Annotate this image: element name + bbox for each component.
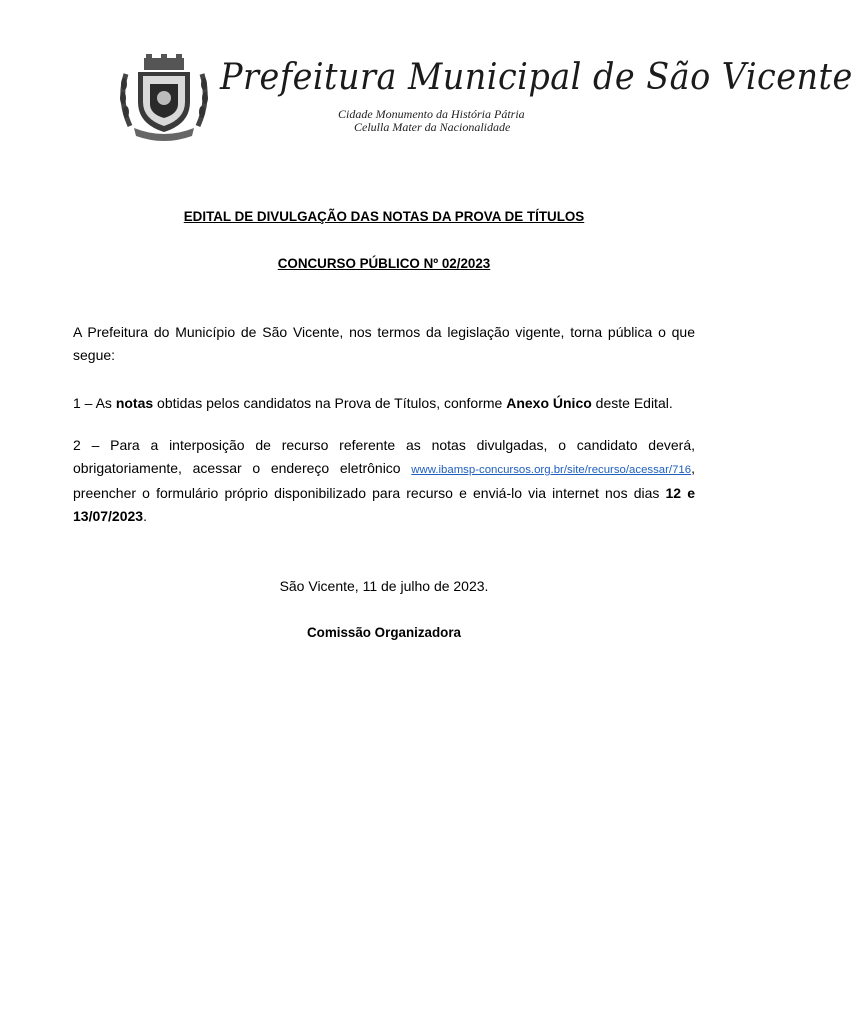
date-line: São Vicente, 11 de julho de 2023.	[279, 578, 489, 594]
item-2-suffix: .	[143, 508, 147, 524]
concurso-title: CONCURSO PÚBLICO Nº 02/2023	[277, 256, 491, 271]
coat-of-arms-icon	[116, 54, 212, 140]
municipality-name: Prefeitura Municipal de São Vicente	[220, 57, 853, 98]
letterhead	[112, 52, 853, 148]
item-1-paragraph	[73, 392, 695, 415]
municipality-motto-1: Cidade Monumento da História Pátria	[338, 107, 525, 121]
edital-title: EDITAL DE DIVULGAÇÃO DAS NOTAS DA PROVA DE TÍTULOS	[183, 209, 585, 224]
intro-paragraph: A Prefeitura do Município de São Vicente, nos termos da legislação vigente, torna pública o que segue:	[73, 324, 695, 363]
municipality-motto-2: Celulla Mater da Nacionalidade	[354, 120, 511, 134]
item-1-bold-anexo: Anexo Único	[506, 395, 592, 411]
signature: Comissão Organizadora	[306, 625, 462, 640]
item-1-middle: obtidas pelos candidatos na Prova de Títulos, conforme	[153, 395, 507, 411]
item-1-suffix: deste Edital.	[591, 395, 673, 411]
item-1-prefix: 1 – As	[73, 395, 116, 411]
item-2-bold-dates: 12 e 13/07/2023	[73, 485, 696, 524]
recurso-link[interactable]: www.ibamsp-concursos.org.br/site/recurso/acessar/716	[411, 464, 692, 476]
item-1-bold-notas: notas	[115, 395, 154, 411]
item-2-middle: , preencher o formulário próprio disponibilizado para recurso e enviá-lo via internet nos dias	[73, 460, 695, 501]
item-2-prefix: 2 – Para a interposição de recurso referente as notas divulgadas, o candidato deverá, obrigatoriamente, acessar o endereço eletrônico	[73, 437, 695, 476]
item-2-paragraph	[73, 434, 695, 528]
